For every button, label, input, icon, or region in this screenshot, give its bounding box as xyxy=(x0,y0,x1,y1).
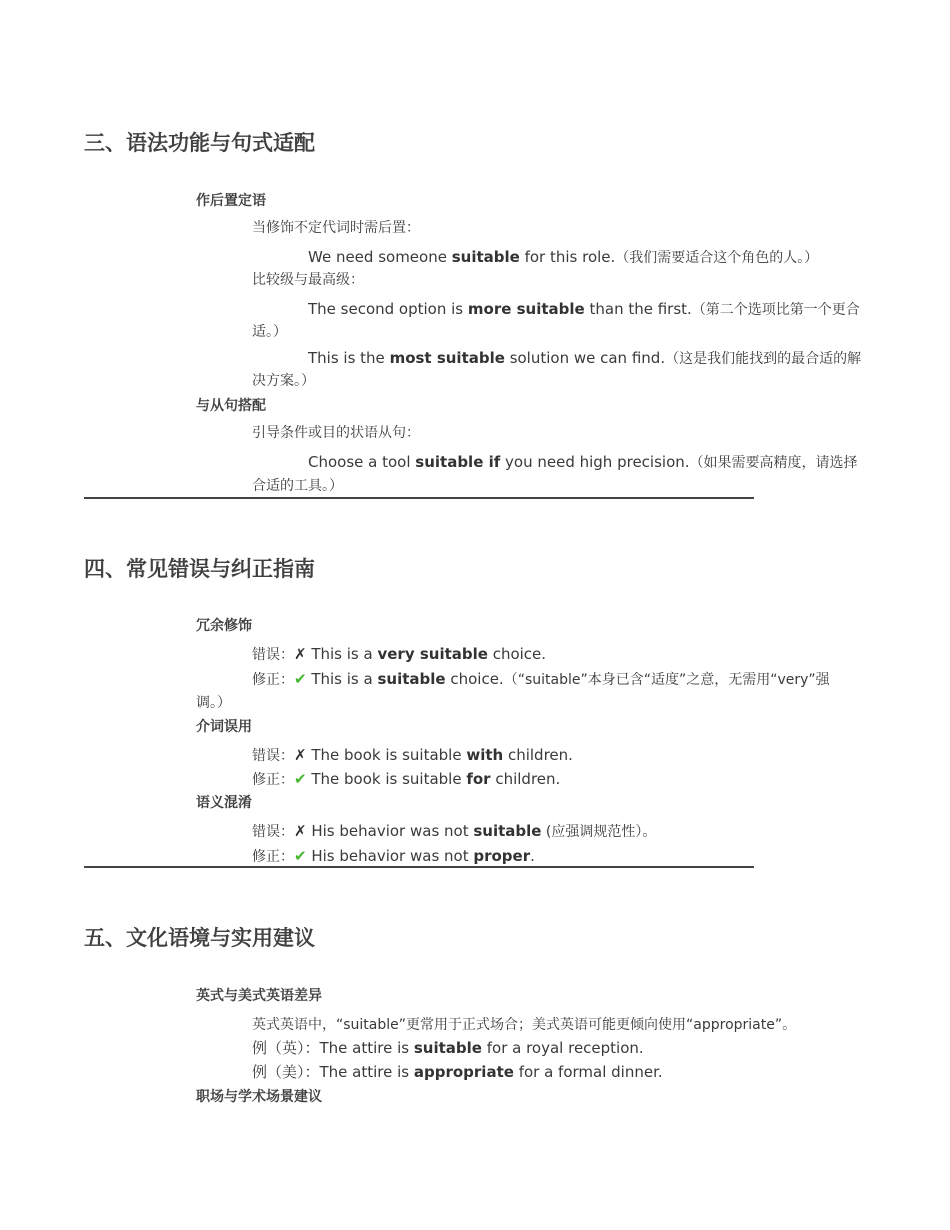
s4-correct-2: 修正：✔ The book is suitable for children. xyxy=(252,770,561,788)
section-4-title: 四、常见错误与纠正指南 xyxy=(84,557,315,581)
s3-example-3-wrap: 决方案。） xyxy=(252,373,315,389)
s4-correct-1: 修正：✔ This is a suitable choice.（“suitable”本身已含“适度”之意，无需用“very”强 xyxy=(252,670,830,688)
section-divider xyxy=(84,497,754,499)
s4-subheading-redundant: 冗余修饰 xyxy=(196,618,252,634)
s3-subheading-postpositive: 作后置定语 xyxy=(196,193,266,209)
s3-example-2: The second option is more suitable than the first.（第二个选项比第一个更合 xyxy=(308,300,860,318)
s5-line-difference: 英式英语中，“suitable”更常用于正式场合；美式英语可能更倾向使用“appropriate”。 xyxy=(252,1017,797,1033)
check-icon: ✔ xyxy=(294,770,307,788)
s4-subheading-semantic: 语义混淆 xyxy=(196,795,252,811)
s3-example-4: Choose a tool suitable if you need high precision.（如果需要高精度，请选择 xyxy=(308,453,858,471)
s3-example-3: This is the most suitable solution we can find.（这是我们能找到的最合适的解 xyxy=(308,349,862,367)
section-5-title: 五、文化语境与实用建议 xyxy=(84,926,315,950)
cross-icon: ✗ xyxy=(294,822,307,840)
s4-subheading-preposition: 介词误用 xyxy=(196,719,252,735)
section-divider xyxy=(84,866,754,868)
s4-correct-1-wrap: 调。） xyxy=(196,695,231,711)
s5-example-uk: 例（英）：The attire is suitable for a royal reception. xyxy=(252,1039,644,1057)
s3-example-2-wrap: 适。） xyxy=(252,324,287,340)
cross-icon: ✗ xyxy=(294,645,307,663)
s5-example-us: 例（美）：The attire is appropriate for a formal dinner. xyxy=(252,1063,663,1081)
s3-line-indefinite: 当修饰不定代词时需后置： xyxy=(252,220,420,236)
s4-wrong-3: 错误：✗ His behavior was not suitable (应强调规范性）。 xyxy=(252,822,657,840)
s4-wrong-2: 错误：✗ The book is suitable with children. xyxy=(252,746,573,764)
s5-subheading-workplace: 职场与学术场景建议 xyxy=(196,1089,322,1105)
s3-line-comparative: 比较级与最高级： xyxy=(252,272,364,288)
s5-subheading-uk-us: 英式与美式英语差异 xyxy=(196,988,322,1004)
check-icon: ✔ xyxy=(294,670,307,688)
cross-icon: ✗ xyxy=(294,746,307,764)
s3-subheading-clause: 与从句搭配 xyxy=(196,398,266,414)
check-icon: ✔ xyxy=(294,847,307,865)
s4-wrong-1: 错误：✗ This is a very suitable choice. xyxy=(252,645,547,663)
s3-example-1: We need someone suitable for this role.（我们需要适合这个角色的人。） xyxy=(308,248,819,266)
section-3-title: 三、语法功能与句式适配 xyxy=(84,131,315,155)
s3-example-4-wrap: 合适的工具。） xyxy=(252,478,343,494)
s4-correct-3: 修正：✔ His behavior was not proper. xyxy=(252,847,535,865)
s3-line-clause: 引导条件或目的状语从句： xyxy=(252,425,420,441)
